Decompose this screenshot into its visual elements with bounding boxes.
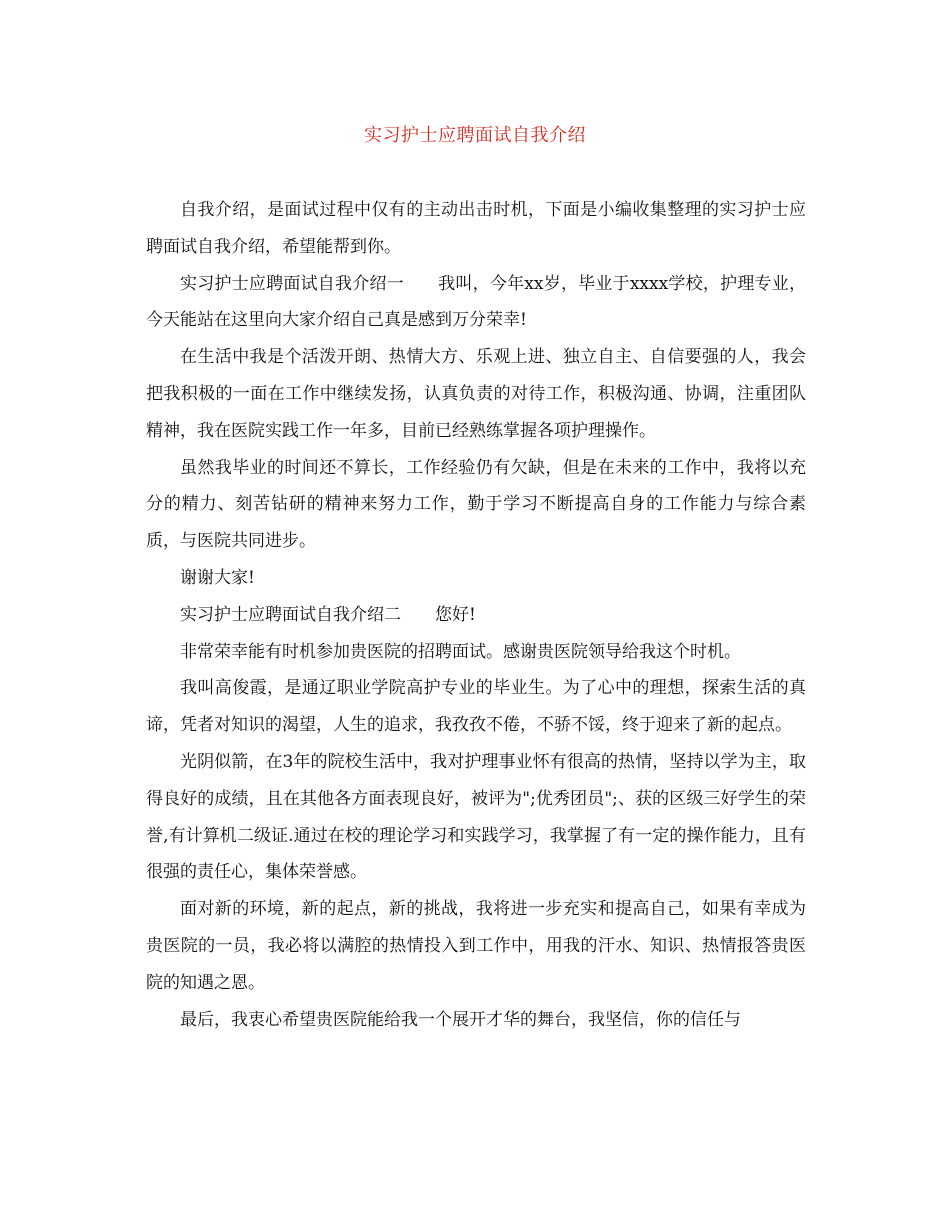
- paragraph: [146, 891, 806, 1001]
- document-body: [146, 192, 806, 1038]
- paragraph-text: 光阴似箭，在3年的院校生活中，我对护理事业怀有很高的热情，坚持以学为主，取得良好的成绩，且在其他各方面表现良好，被评为";优秀团员";、获的区级三好学生的荣誉,有计算机二级证.通过在校的理论学习和实践学习，我掌握了有一定的操作能力，且有很强的责任心，集体荣誉感。: [146, 751, 806, 883]
- paragraph-text: 在生活中我是个活泼开朗、热情大方、乐观上进、独立自主、自信要强的人，我会把我积极的一面在工作中继续发扬，认真负责的对待工作，积极沟通、协调，注重团队精神，我在医院实践工作一年多，目前已经熟练掌握各项护理操作。: [146, 347, 806, 441]
- section-heading: 实习护士应聘面试自我介绍一: [180, 273, 404, 294]
- paragraph-text: 谢谢大家!: [180, 567, 255, 588]
- paragraph: [146, 192, 806, 266]
- paragraph: [146, 450, 806, 560]
- paragraph-text: 我叫，今年xx岁，毕业于xxxx学校，护理专业，今天能站在这里向大家介绍自己真是感到万分荣幸!: [146, 273, 807, 331]
- paragraph-text: 虽然我毕业的时间还不算长，工作经验仍有欠缺，但是在未来的工作中，我将以充分的精力、刻苦钻研的精神来努力工作，勤于学习不断提高自身的工作能力与综合素质，与医院共同进步。: [146, 457, 806, 552]
- paragraph-text: 非常荣幸能有时机参加贵医院的招聘面试。感谢贵医院领导给我这个时机。: [180, 641, 741, 662]
- paragraph: [146, 560, 806, 597]
- paragraph: [146, 634, 806, 671]
- section-heading: 实习护士应聘面试自我介绍二: [180, 604, 401, 625]
- paragraph: [146, 266, 806, 340]
- paragraph-text: 面对新的环境，新的起点，新的挑战，我将进一步充实和提高自己，如果有幸成为贵医院的一员，我必将以满腔的热情投入到工作中，用我的汗水、知识、热情报答贵医院的知遇之恩。: [146, 899, 806, 993]
- document-title: 实习护士应聘面试自我介绍: [364, 125, 586, 146]
- paragraph: [146, 1002, 806, 1039]
- paragraph-text: 最后，我衷心希望贵医院能给我一个展开才华的舞台，我坚信，你的信任与: [180, 1009, 741, 1030]
- paragraph: [146, 670, 806, 744]
- paragraph: [146, 339, 806, 449]
- paragraph-text: 我叫高俊霞，是通辽职业学院高护专业的毕业生。为了心中的理想，探索生活的真谛，凭者对知识的渴望，人生的追求，我孜孜不倦，不骄不馁，终于迎来了新的起点。: [146, 678, 806, 736]
- paragraph: [146, 744, 806, 891]
- paragraph: [146, 597, 806, 634]
- paragraph-text: 您好!: [435, 604, 476, 625]
- paragraph-text: 自我介绍，是面试过程中仅有的主动出击时机，下面是小编收集整理的实习护士应聘面试自我介绍，希望能帮到你。: [146, 200, 806, 257]
